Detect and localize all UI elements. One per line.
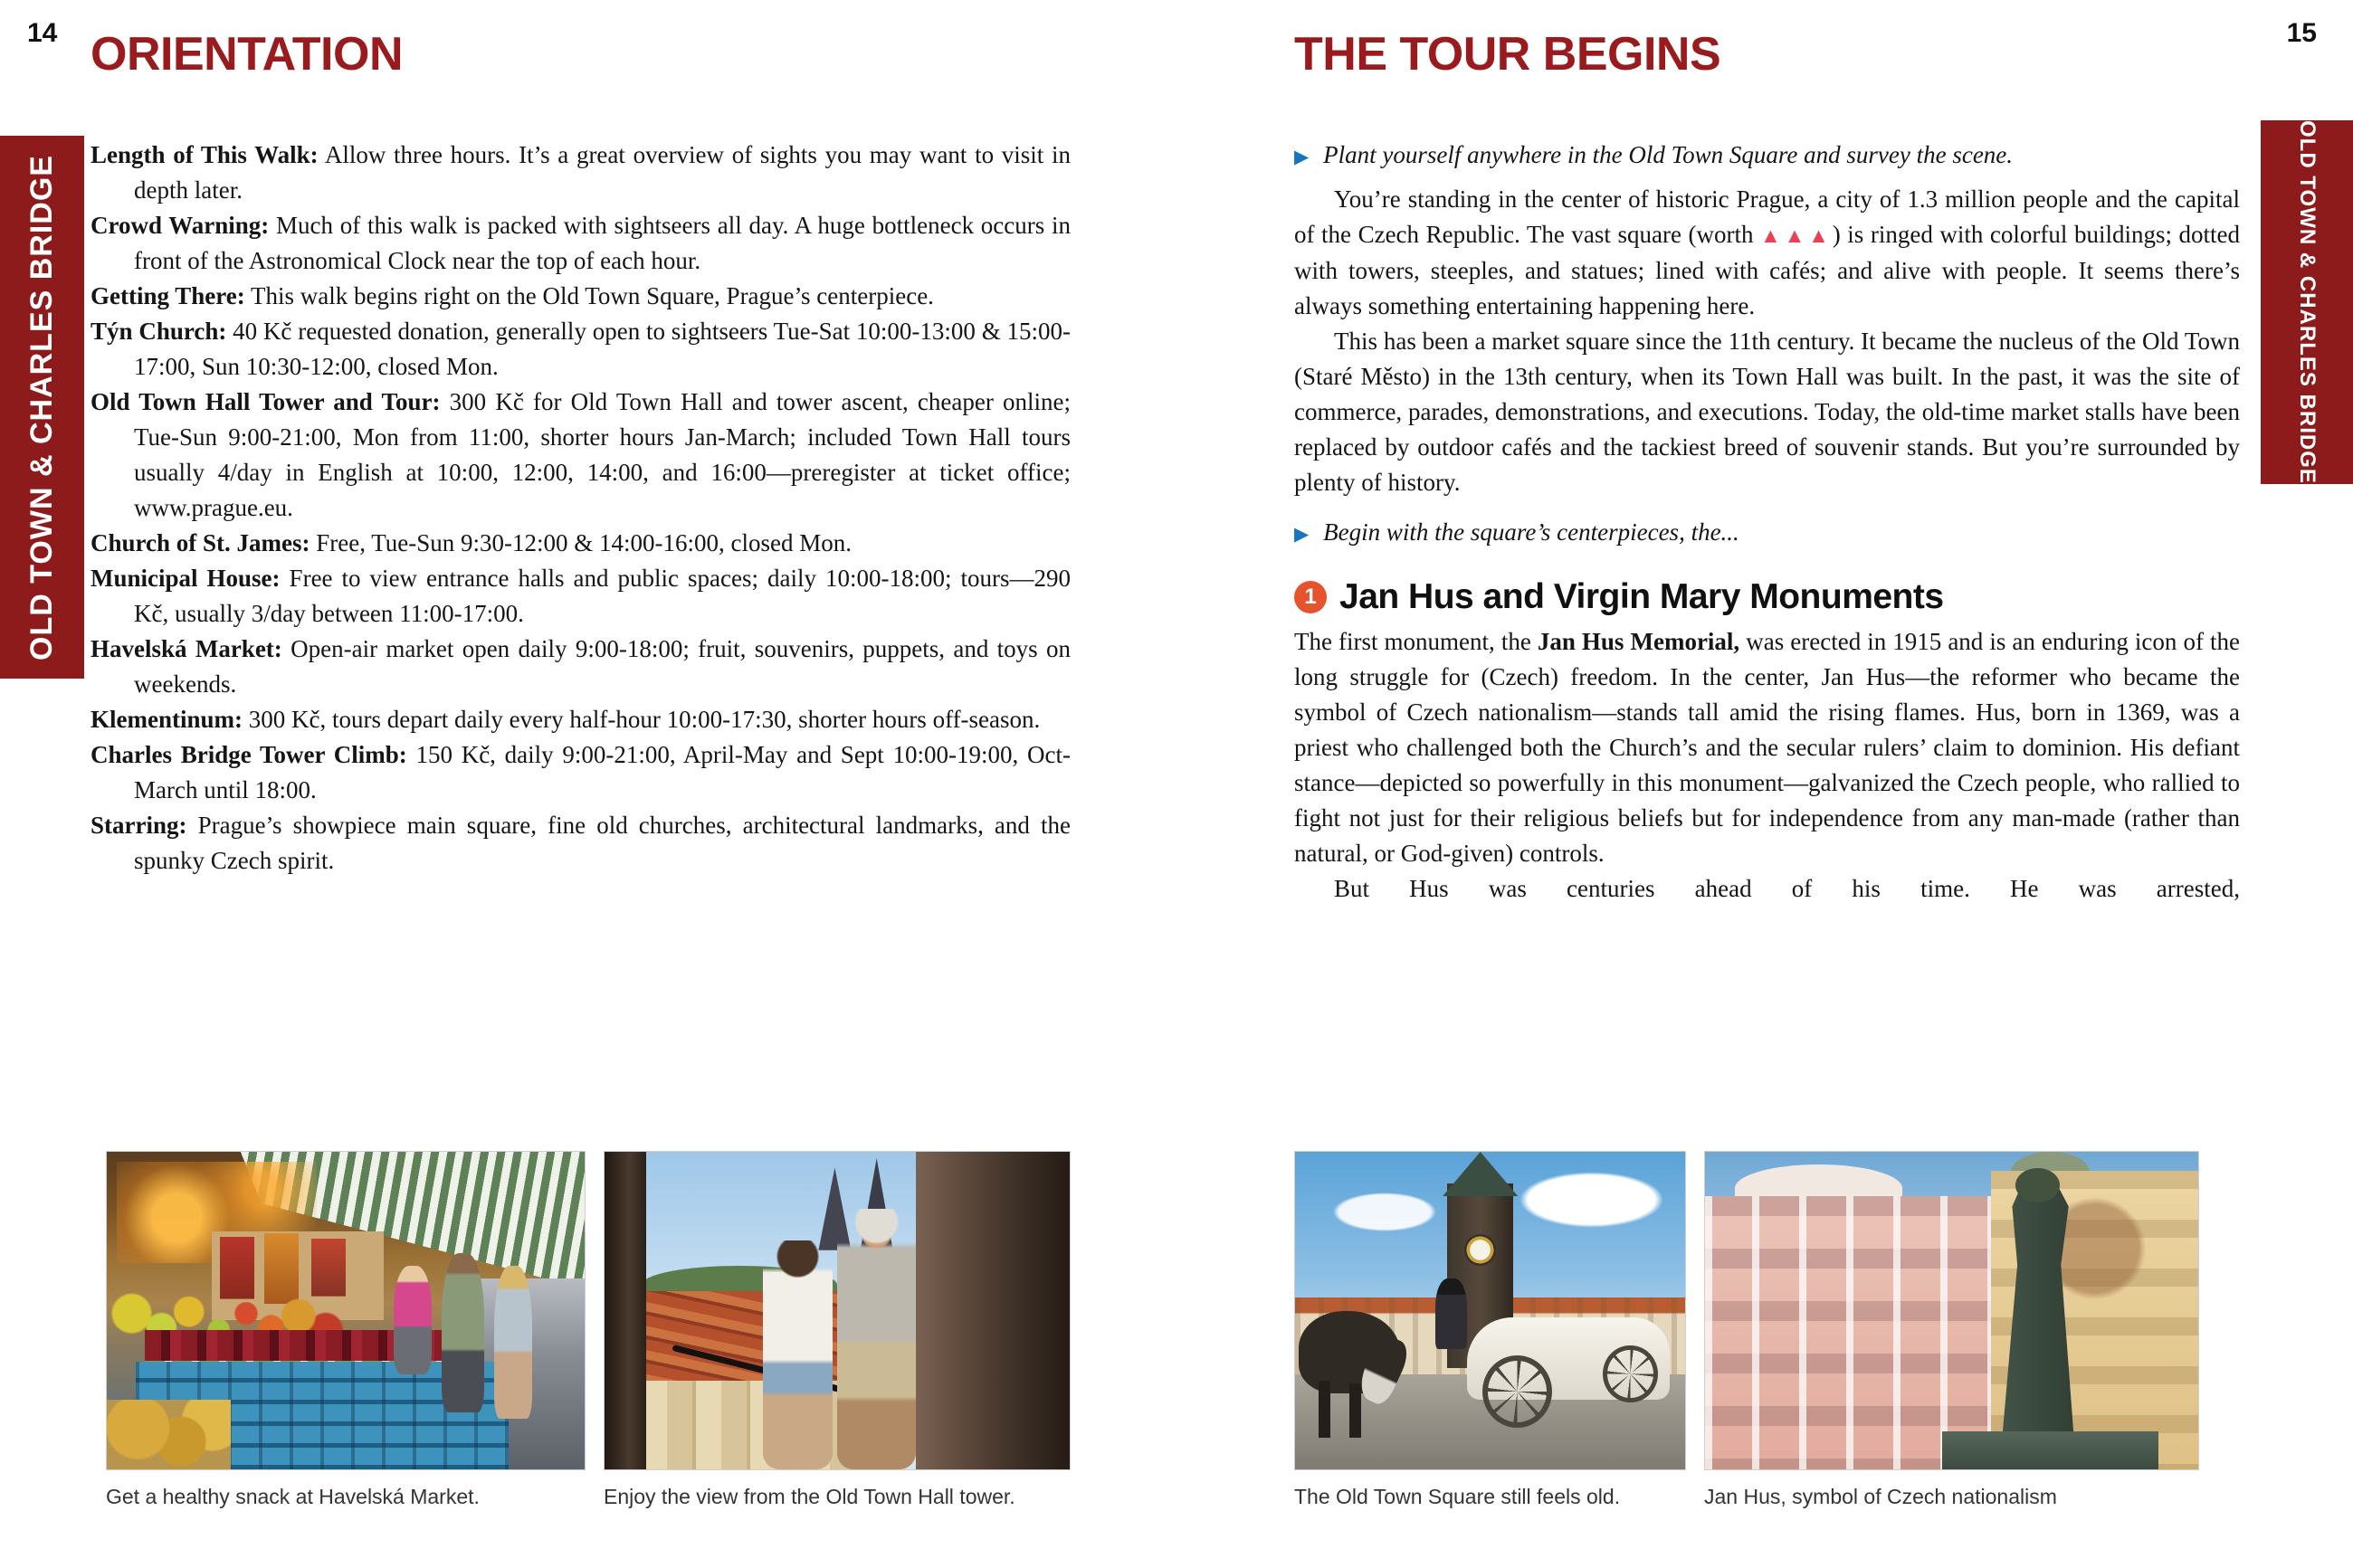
orientation-list [90, 138, 1071, 879]
direction-bullet-icon: ▶ [1294, 523, 1310, 545]
entry-text: Free, Tue-Sun 9:30-12:00 & 14:00-16:00, closed Mon. [310, 529, 852, 556]
walk-direction-2 [1294, 515, 2240, 552]
entry-starring [90, 808, 1071, 879]
horse-leg-2 [1349, 1383, 1361, 1438]
photo-havelska-market [106, 1151, 586, 1470]
entry-crowd-warning [90, 208, 1071, 279]
coachman-figure [1435, 1278, 1466, 1348]
chapter-tab-left [0, 136, 84, 679]
caption-old-town-square: The Old Town Square still feels old. [1294, 1485, 1621, 1508]
entry-tyn-church [90, 314, 1071, 385]
entry-text: Prague’s showpiece main square, fine old churches, architectural landmarks, and the spunky Czech spirit. [134, 812, 1071, 874]
entry-label: Getting There: [90, 282, 245, 309]
entry-label: Old Town Hall Tower and Tour: [90, 388, 441, 415]
paragraph-text: You’re standing in the center of historic Prague, a city of 1.3 million people and the capital of the Czech Republic. The vast square (worth [1294, 185, 2240, 248]
entry-label: Starring: [90, 812, 187, 839]
entry-text: 300 Kč, tours depart daily every half-hour 10:00-17:30, shorter hours off-season. [243, 706, 1041, 733]
entry-label: Church of St. James: [90, 529, 310, 556]
shopper-figure-2 [494, 1266, 532, 1418]
photo-jan-hus-statue [1704, 1151, 2199, 1470]
jan-hus-paragraph [1294, 624, 2240, 871]
entry-text: Open-air market open daily 9:00-18:00; fruit, souvenirs, puppets, and toys on weekends. [134, 635, 1071, 698]
chapter-tab-right-label: OLD TOWN & CHARLES BRIDGE [2295, 120, 2320, 484]
tour-text-column [1294, 138, 2240, 907]
cloud [1510, 1168, 1673, 1231]
entry-length-of-walk [90, 138, 1071, 208]
chapter-tab-right [2261, 120, 2353, 484]
entry-label: Havelská Market: [90, 635, 282, 662]
horse-leg [1319, 1381, 1330, 1438]
direction-text: Plant yourself anywhere in the Old Town Square and survey the scene. [1323, 141, 2014, 168]
vendor-figure [394, 1266, 432, 1373]
paragraph-text: was erected in 1915 and is an enduring icon of the long struggle for (Czech) freedom. In the center, Jan Hus—the reformer who became the symbol of Czech nationalism—stands tall amid the rising flames. Hus, born in 1369, was a priest who challenged both the Church’s and the secular rulers’ claim to dominion. His defiant stance—depicted so powerfully in this monument—galvanized the Czech people, who rallied to fight not just for their religious beliefs but for independence from any man-made (rather than natural, or God-given) controls. [1294, 628, 2240, 867]
entry-church-st-james [90, 526, 1071, 561]
statue-base [1942, 1431, 2159, 1469]
page-number-left: 14 [27, 18, 58, 48]
entry-text: This walk begins right on the Old Town Square, Prague’s centerpiece. [244, 282, 934, 309]
caption-tower-view: Enjoy the view from the Old Town Hall tower. [604, 1485, 1015, 1508]
entry-havelska-market [90, 632, 1071, 702]
shopper-figure [442, 1253, 485, 1412]
woman-figure [763, 1240, 833, 1469]
entry-text: Much of this walk is packed with sightseers all day. A huge bottleneck occurs in front of the Astronomical Clock near the top of each hour. [134, 212, 1071, 274]
paragraph-text: ) is ringed with colorful buildings; dotted with towers, steeples, and statues; lined with cafés; and alive with people. It seems there’s always something entertaining happening here. [1294, 221, 2240, 319]
entry-old-town-hall [90, 385, 1071, 526]
entry-municipal-house [90, 561, 1071, 632]
orientation-heading: ORIENTATION [90, 28, 403, 81]
rating-triangles-icon: ▲▲▲ [1760, 224, 1833, 247]
section-title: Jan Hus and Virgin Mary Monuments [1339, 577, 1944, 616]
entry-label: Length of This Walk: [90, 141, 319, 168]
entry-label: Municipal House: [90, 565, 281, 592]
tour-paragraph-2: This has been a market square since the 11th century. It became the nucleus of the Old Town (Staré Město) in the 13th century, when its Town Hall was built. In the past, it was the site of commerce, parades, demonstrations, and executions. Today, the old-time market stalls have been replaced by outdoor cafés and the tackiest breed of souvenir stands. But you’re surrounded by plenty of history. [1294, 328, 2240, 496]
entry-text: Allow three hours. It’s a great overview of sights you may want to visit in depth later. [134, 141, 1071, 204]
chapter-tab-left-label: OLD TOWN & CHARLES BRIDGE [24, 154, 59, 660]
jan-hus-paragraph-2: But Hus was centuries ahead of his time. He was arrested, [1334, 875, 2240, 902]
stop-1-marker-icon: 1 [1294, 581, 1327, 613]
snack-bags [107, 1400, 231, 1469]
photo-old-town-square-carriage [1294, 1151, 1686, 1470]
tour-paragraph-1 [1294, 182, 2240, 324]
tour-begins-heading: THE TOUR BEGINS [1294, 28, 1721, 81]
photo-old-town-hall-tower-view [604, 1151, 1071, 1470]
caption-jan-hus: Jan Hus, symbol of Czech nationalism [1704, 1485, 2057, 1508]
entry-label: Klementinum: [90, 706, 243, 733]
man-figure [837, 1209, 916, 1469]
entry-label: Týn Church: [90, 318, 227, 345]
jan-hus-memorial-bold: Jan Hus Memorial, [1537, 628, 1740, 655]
tower-pillar-right [916, 1152, 1070, 1469]
entry-text: Free to view entrance halls and public spaces; daily 10:00-18:00; tours—290 Kč, usually 3/day between 11:00-17:00. [134, 565, 1071, 627]
paragraph-text: The first monument, the [1294, 628, 1538, 655]
walk-direction-1 [1294, 138, 2240, 175]
entry-charles-bridge-tower [90, 737, 1071, 808]
entry-klementinum [90, 702, 1071, 737]
page-number-right: 15 [2286, 18, 2317, 48]
direction-bullet-icon: ▶ [1294, 146, 1310, 167]
entry-getting-there [90, 279, 1071, 314]
cloud-2 [1326, 1190, 1443, 1234]
entry-text: 40 Kč requested donation, generally open to sightseers Tue-Sat 10:00-13:00 & 15:00-17:00, Sun 10:30-12:00, closed Mon. [134, 318, 1071, 380]
entry-text: 150 Kč, daily 9:00-21:00, April-May and Sept 10:00-19:00, Oct-March until 18:00. [134, 741, 1071, 803]
section-heading-jan-hus [1294, 577, 2240, 617]
caption-havelska-market: Get a healthy snack at Havelská Market. [106, 1485, 480, 1508]
carriage-wheel-2 [1603, 1345, 1657, 1402]
entry-text: 300 Kč for Old Town Hall and tower ascent, cheaper online; Tue-Sun 9:00-21:00, Mon from 11:00, shorter hours Jan-March; included Town Hall tours usually 4/day in English at 10:00, 12:00, 14:00, and 16:00—preregister at ticket office; www.prague.eu. [134, 388, 1072, 521]
pink-facade [1705, 1196, 2001, 1469]
direction-text: Begin with the square’s centerpieces, the... [1323, 518, 1739, 546]
entry-label: Crowd Warning: [90, 212, 270, 239]
entry-label: Charles Bridge Tower Climb: [90, 741, 407, 768]
tower-pillar-left [605, 1152, 646, 1469]
